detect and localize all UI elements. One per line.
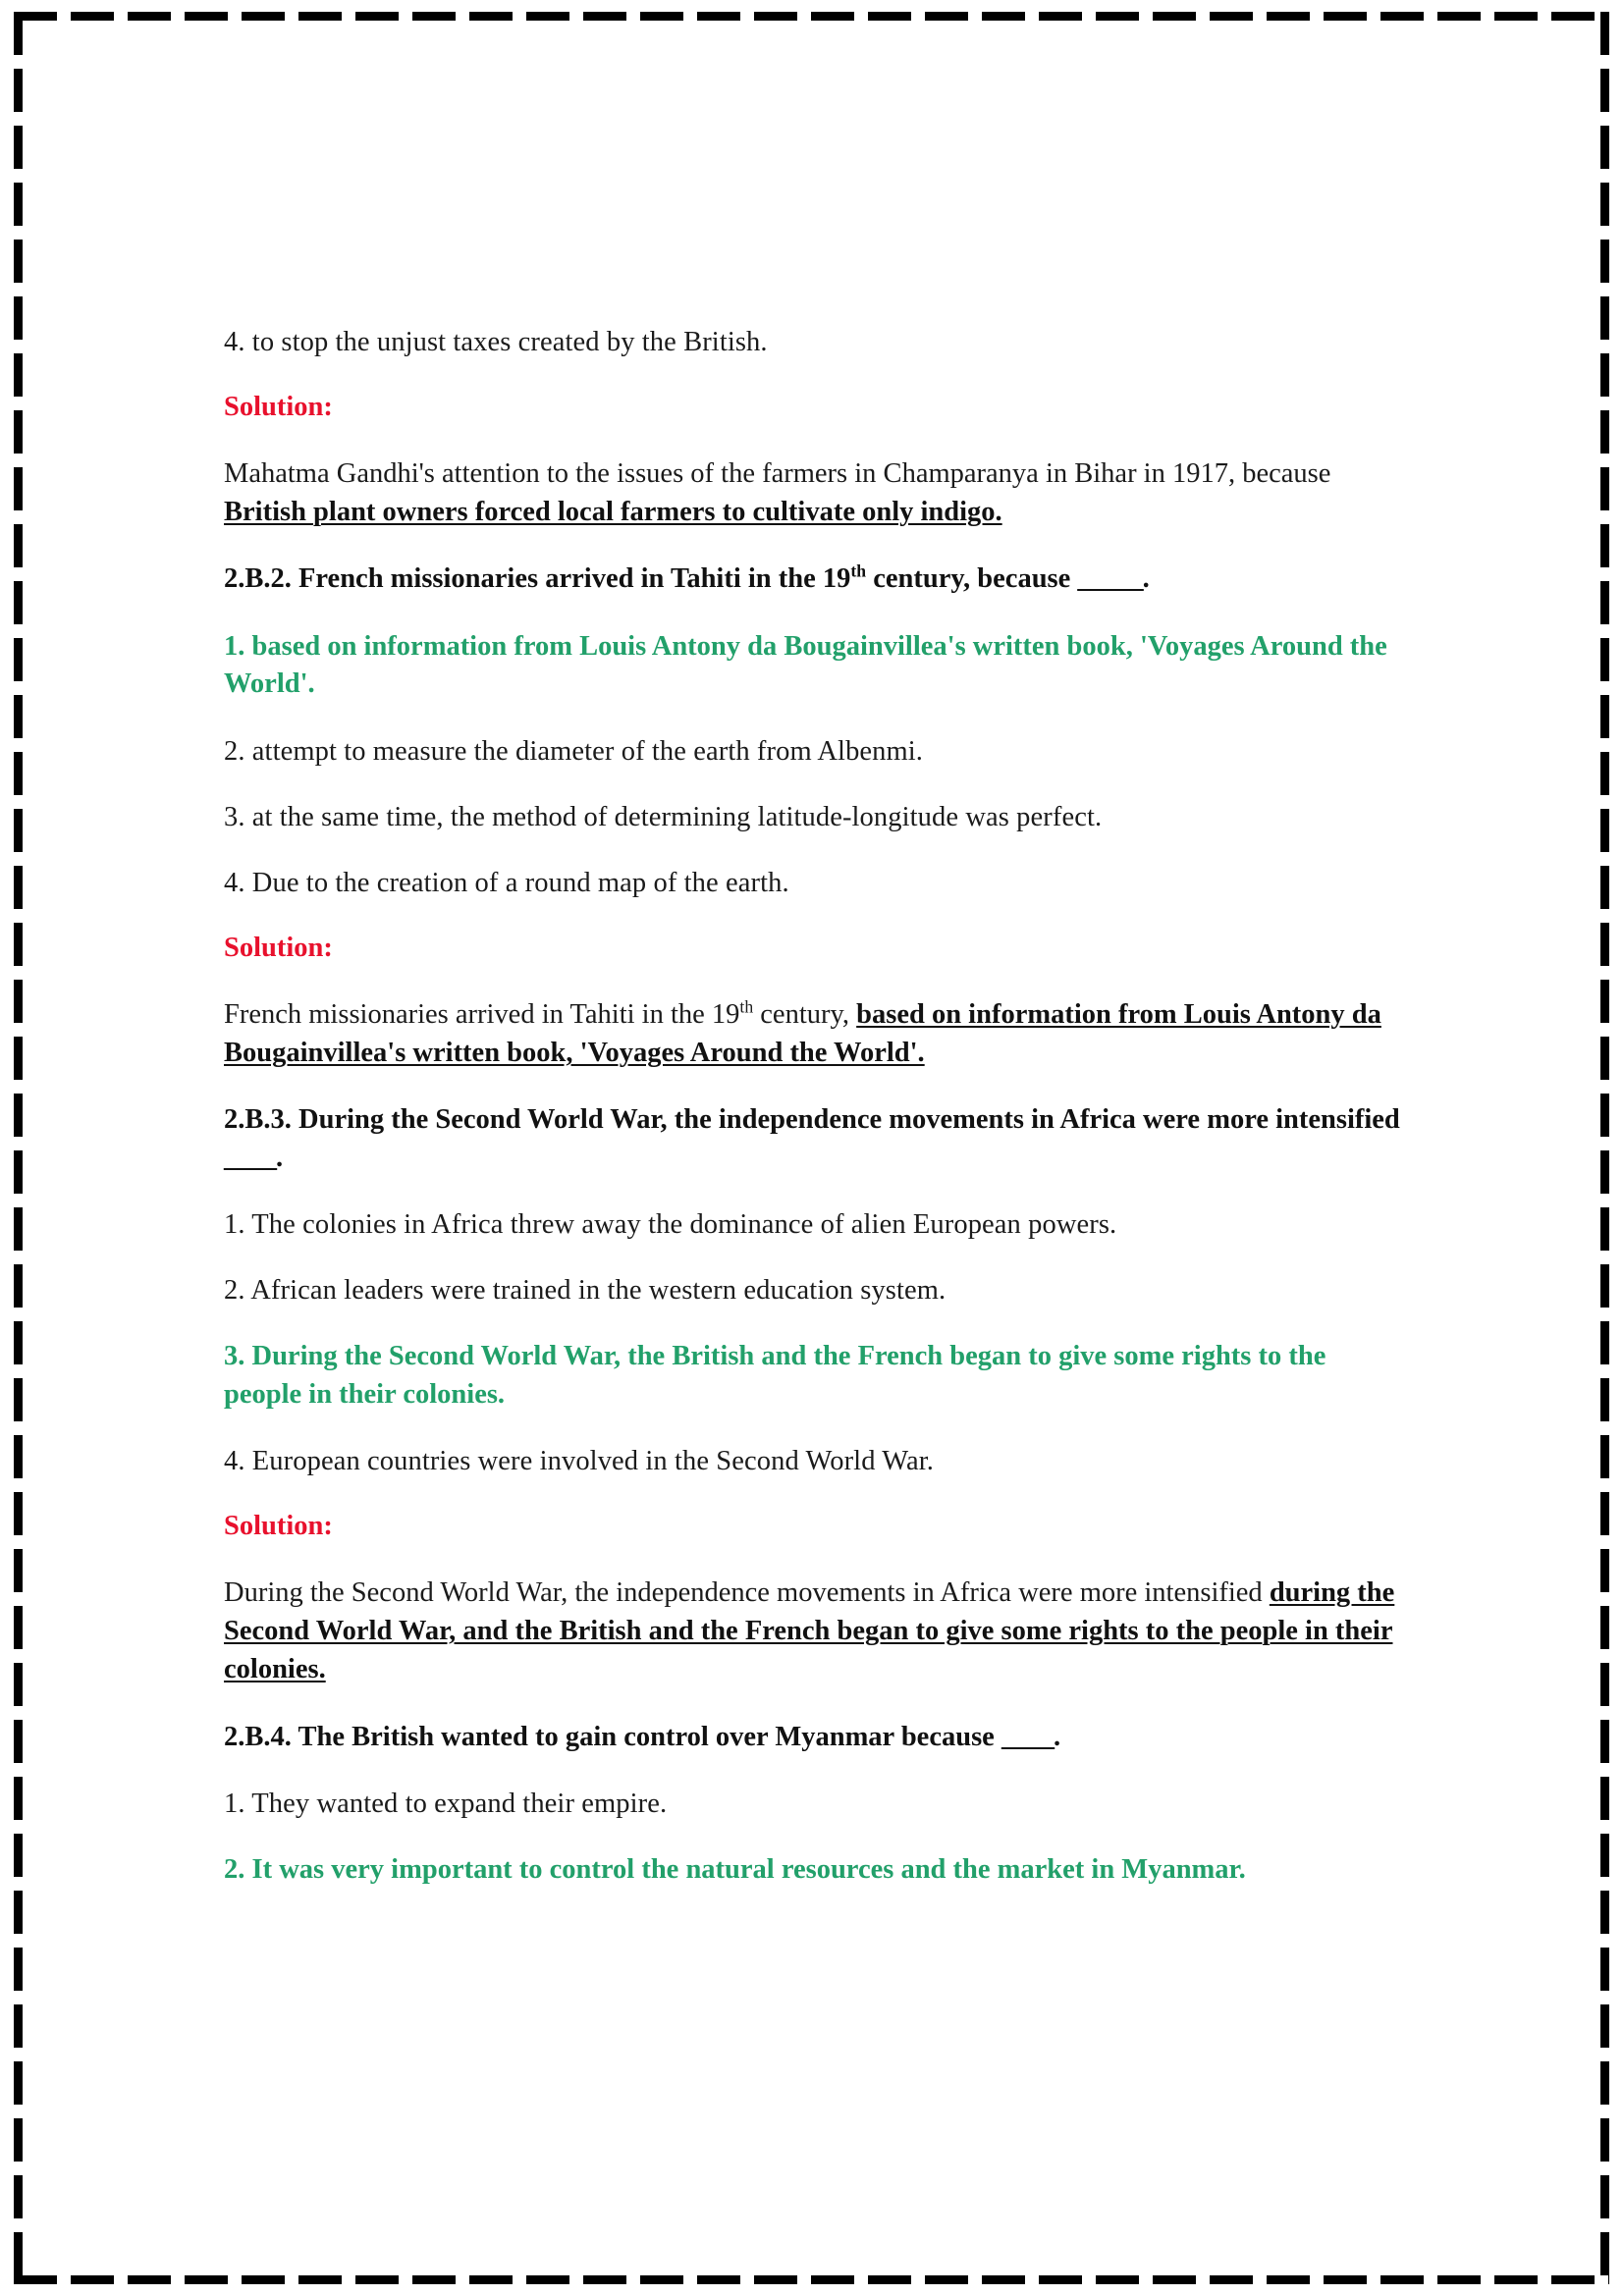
q3-period: . — [276, 1142, 284, 1173]
q2-answer-prefix: French missionaries arrived in Tahiti in the 19 — [224, 998, 740, 1030]
q4-option-1: 1. They wanted to expand their empire. — [224, 1789, 668, 1820]
border-edge-bottom — [14, 2275, 1609, 2284]
q3-answer-highlight: during the Second World War, and the British and the French began to give some rights to the people in their colonies. — [224, 1576, 1395, 1685]
q1-answer-paragraph — [224, 454, 1402, 532]
q2-answer-highlight: based on information from Louis Antony da Bougainvillea's written book, 'Voyages Around the World'. — [224, 998, 1381, 1068]
q4-blank: ____ — [1001, 1721, 1054, 1752]
q1-answer-prefix: Mahatma Gandhi's attention to the issues of the farmers in Champaranya in Bihar in 1917, because — [224, 457, 1331, 489]
q2-number: 2.B.2. French missionaries arrived in Tahiti in the 19 — [224, 563, 851, 595]
q3-option-1: 1. The colonies in Africa threw away the dominance of alien European powers. — [224, 1209, 1117, 1241]
q2-blank: _____ — [1077, 563, 1143, 595]
question-2b3 — [224, 1101, 1402, 1177]
q3-blank: ____ — [224, 1142, 276, 1173]
q3-answer-paragraph — [224, 1574, 1402, 1689]
question-2b4 — [224, 1719, 1402, 1756]
solution-label-2: Solution: — [224, 932, 333, 963]
q3-option-4: 4. European countries were involved in the Second World War. — [224, 1446, 934, 1477]
question-2b2 — [224, 561, 1402, 598]
q2-answer-mid: century, — [753, 998, 857, 1030]
q3-option-2: 2. African leaders were trained in the western education system. — [224, 1275, 947, 1307]
solution-label-3: Solution: — [224, 1511, 333, 1542]
q3-option-3-correct: 3. During the Second World War, the British and the French began to give some rights to the people in their colonies. — [224, 1341, 1326, 1410]
border-edge-top — [14, 12, 1609, 21]
q2-option-1-correct: 1. based on information from Louis Antony da Bougainvillea's written book, 'Voyages Around the World'. — [224, 630, 1387, 700]
border-edge-left — [14, 12, 23, 2284]
q2-answer-paragraph — [224, 995, 1402, 1073]
q4-period: . — [1053, 1721, 1061, 1752]
q4-text: 2.B.4. The British wanted to gain control over Myanmar because — [224, 1721, 1001, 1752]
q3-text: 2.B.3. During the Second World War, the independence movements in Africa were more intensified — [224, 1104, 1400, 1136]
q2-answer-superscript: th — [739, 996, 754, 1016]
q1-answer-highlight: British plant owners forced local farmers to cultivate only indigo. — [224, 497, 1002, 527]
q2-tail: century, because — [866, 563, 1078, 595]
q3-answer-prefix: During the Second World War, the independence movements in Africa were more intensified — [224, 1576, 1270, 1608]
document-body — [224, 324, 1402, 1919]
q2-option-4: 4. Due to the creation of a round map of the earth. — [224, 867, 789, 898]
q2-superscript: th — [850, 561, 867, 581]
q2-period: . — [1142, 563, 1150, 595]
q4-option-2-correct: 2. It was very important to control the natural resources and the market in Myanmar. — [224, 1854, 1246, 1886]
q2-option-2: 2. attempt to measure the diameter of the earth from Albenmi. — [224, 735, 924, 767]
q2-option-3: 3. at the same time, the method of determining latitude-longitude was perfect. — [224, 801, 1103, 832]
solution-label-1: Solution: — [224, 392, 333, 423]
q1-option-4: 4. to stop the unjust taxes created by the British. — [224, 327, 768, 357]
border-edge-right — [1600, 12, 1609, 2284]
